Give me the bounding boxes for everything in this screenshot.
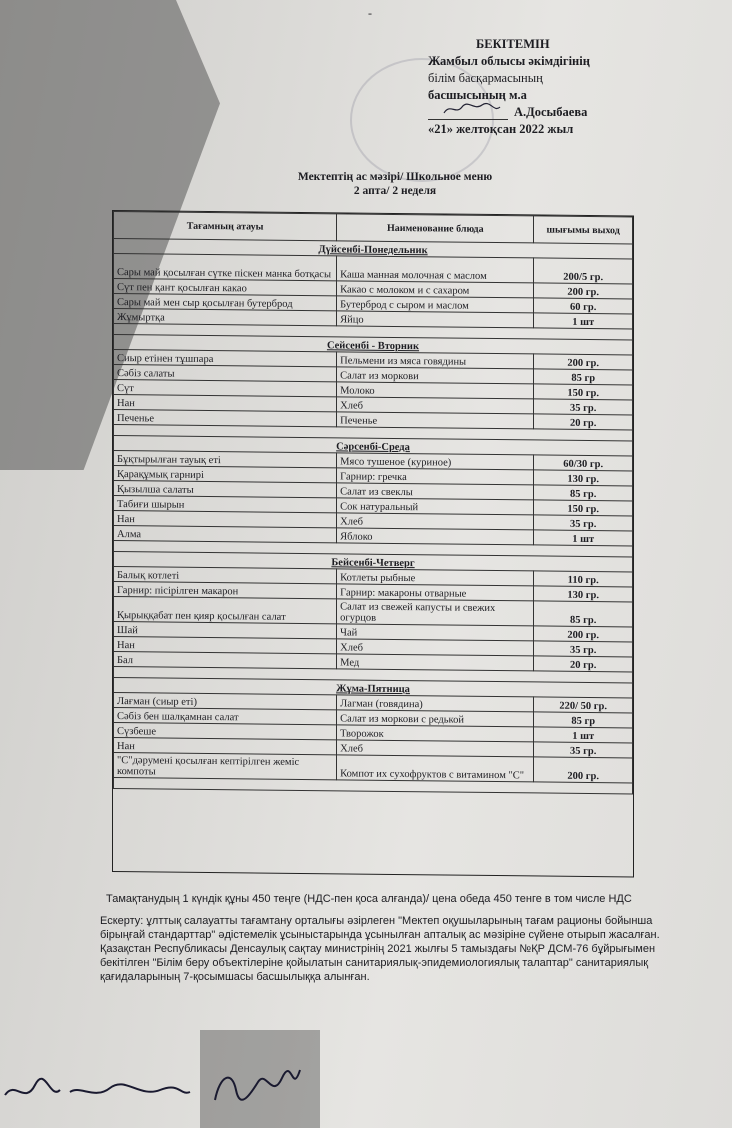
dish-out: 60 гр. (534, 298, 633, 314)
col-out-header: шығымы выход (534, 216, 633, 244)
dish-ru: Молоко (337, 382, 534, 399)
dish-out: 60/30 гр. (534, 455, 633, 471)
remark-note: Ескерту: ұлттық салауатты тағамтану орталығы әзірлеген "Мектеп оқушыларының тағам рационы бойынша бірыңғай стандарттар" әдістемелік ұсыныстарында ұсынылған апталық ас мәзіріне сүйене отырып жасалған. Қазақстан Республикасы Денсаулық сақтау министрінің 2021 жылғы 5 тамыздағы №ҚР ДСМ-76 бұйрығымен бекітілген "Білім беру объектілеріне қойылатын санитариялық-эпидемиологиялық талаптар" санитариялық қағидаларының 7-қосымшасы басшылыққа алынған. (100, 915, 660, 983)
dish-ru: Салат из свежей капусты и свежих огурцов (337, 599, 534, 626)
dish-kz: Табиғи шырын (114, 496, 337, 513)
dish-kz: Жұмыртқа (114, 309, 337, 326)
dish-out: 150 гр. (534, 384, 633, 400)
dish-kz: Нан (114, 637, 337, 654)
signature-line (428, 105, 508, 120)
dish-out: 200 гр. (534, 283, 633, 299)
dish-out: 85 гр (534, 369, 633, 385)
dish-out: 220/ 50 гр. (534, 697, 633, 713)
dish-ru: Сок натуральный (337, 498, 534, 515)
dish-ru: Гарнир: макароны отварные (337, 584, 534, 601)
dish-kz: Сәбіз салаты (114, 365, 337, 382)
dish-kz: Қарақұмық гарнирі (114, 466, 337, 483)
dish-out: 130 гр. (534, 470, 633, 486)
dish-kz: Печенье (114, 410, 337, 427)
dish-ru: Салат из свеклы (337, 483, 534, 500)
dish-kz: Шай (114, 622, 337, 639)
col-ru-header: Наименование блюда (337, 214, 534, 243)
dish-ru: Чай (337, 624, 534, 641)
dish-kz: Алма (114, 526, 337, 543)
dish-ru: Хлеб (337, 397, 534, 414)
approval-block (428, 36, 728, 138)
dish-ru: Гарнир: гречка (337, 468, 534, 485)
dish-kz: Қырыққабат пен қияр қосылған салат (114, 597, 337, 624)
signature-one-icon (5, 1079, 190, 1095)
dish-ru: Каша манная молочная с маслом (337, 256, 534, 283)
dish-ru: Яйцо (337, 311, 534, 328)
dish-ru: Хлеб (337, 513, 534, 530)
col-kz-header: Тағамның атауы (114, 212, 337, 241)
dish-out: 200 гр. (534, 757, 633, 783)
dish-out: 200 гр. (534, 354, 633, 370)
dish-out: 35 гр. (534, 399, 633, 415)
handwritten-signatures (0, 1060, 320, 1120)
dish-kz: Сәбіз бен шалқамнан салат (114, 708, 337, 725)
dish-ru: Лагман (говядина) (337, 695, 534, 712)
notes-block (100, 892, 690, 984)
dish-out: 35 гр. (534, 515, 633, 531)
signature-two-icon (215, 1070, 300, 1100)
dish-kz: Балық котлеті (114, 567, 337, 584)
dish-out: 1 шт (534, 727, 633, 743)
dish-ru: Какао с молоком и с сахаром (337, 281, 534, 298)
dish-ru: Котлеты рыбные (337, 569, 534, 586)
approval-signer: А.Досыбаева (514, 105, 588, 119)
dish-kz: Нан (114, 738, 337, 755)
dish-ru: Яблоко (337, 528, 534, 545)
dish-out: 85 гр. (534, 601, 633, 627)
dish-out: 85 гр (534, 712, 633, 728)
dish-ru: Бутерброд с сыром и маслом (337, 296, 534, 313)
dish-ru: Хлеб (337, 740, 534, 757)
dish-ru: Мед (337, 654, 534, 671)
top-mark: - (368, 6, 372, 20)
menu-heading (230, 170, 560, 198)
dish-out: 1 шт (534, 530, 633, 546)
dish-out: 85 гр. (534, 485, 633, 501)
approval-signature-row (428, 104, 728, 121)
signature-icon (442, 101, 502, 117)
dish-kz: Сары май қосылған сүтке піскен манка ботқасы (114, 254, 337, 281)
approval-line2: білім басқармасының (428, 71, 543, 85)
approval-line3: басшысының м.а (428, 88, 527, 102)
dish-out: 150 гр. (534, 500, 633, 516)
dish-out: 35 гр. (534, 641, 633, 657)
approval-date: «21» желтоқсан 2022 жыл (428, 122, 574, 136)
dish-out: 110 гр. (534, 571, 633, 587)
dish-kz: "С"дәрумені қосылған кептірілген жеміс компоты (114, 753, 337, 780)
dish-kz: Лағман (сиыр еті) (114, 693, 337, 710)
day-name: Сейсенбі - Вторник (114, 335, 633, 355)
dish-kz: Нан (114, 511, 337, 528)
dish-kz: Бұқтырылған тауық еті (114, 451, 337, 468)
dish-kz: Сары май мен сыр қосылған бутерброд (114, 294, 337, 311)
menu-week: 2 апта/ 2 неделя (353, 185, 437, 197)
day-name: Дүйсенбі-Понедельник (114, 239, 633, 259)
dish-out: 1 шт (534, 313, 633, 329)
dish-ru: Салат из моркови (337, 367, 534, 384)
dish-ru: Творожок (337, 725, 534, 742)
day-name: Жұма-Пятница (114, 678, 633, 698)
dish-out: 200/5 гр. (534, 258, 633, 284)
menu-title: Мектептің ас мәзірі/ Школьное меню (297, 171, 493, 183)
dish-out: 130 гр. (534, 586, 633, 602)
dish-kz: Сиыр етінен тұшпара (114, 350, 337, 367)
dish-ru: Пельмени из мяса говядины (337, 352, 534, 369)
day-name: Сәрсенбі-Среда (114, 436, 633, 456)
dish-kz: Бал (114, 652, 337, 669)
approval-line1: Жамбыл облысы әкімдігінің (428, 54, 590, 68)
dish-out: 20 гр. (534, 656, 633, 672)
dish-ru: Салат из моркови с редькой (337, 710, 534, 727)
dish-ru: Компот их сухофруктов с витамином "С" (337, 755, 534, 782)
approval-title: БЕКІТЕМІН (476, 37, 550, 51)
dish-out: 20 гр. (534, 414, 633, 430)
dish-kz: Қызылша салаты (114, 481, 337, 498)
dish-ru: Печенье (337, 412, 534, 429)
dish-kz: Нан (114, 395, 337, 412)
dish-kz: Сүт пен қант қосылған какао (114, 279, 337, 296)
dish-ru: Хлеб (337, 639, 534, 656)
dish-ru: Мясо тушеное (куриное) (337, 453, 534, 470)
dish-out: 200 гр. (534, 626, 633, 642)
menu-table (112, 210, 634, 877)
price-note: Тамақтанудың 1 күндік құны 450 теңге (НДС-пен қоса алғанда)/ цена обеда 450 тенге в том числе НДС (106, 893, 632, 905)
dish-kz: Сүт (114, 380, 337, 397)
dish-out: 35 гр. (534, 742, 633, 758)
dish-kz: Сүзбеше (114, 723, 337, 740)
dish-kz: Гарнир: пісірілген макарон (114, 582, 337, 599)
day-name: Бейсенбі-Четверг (114, 552, 633, 572)
